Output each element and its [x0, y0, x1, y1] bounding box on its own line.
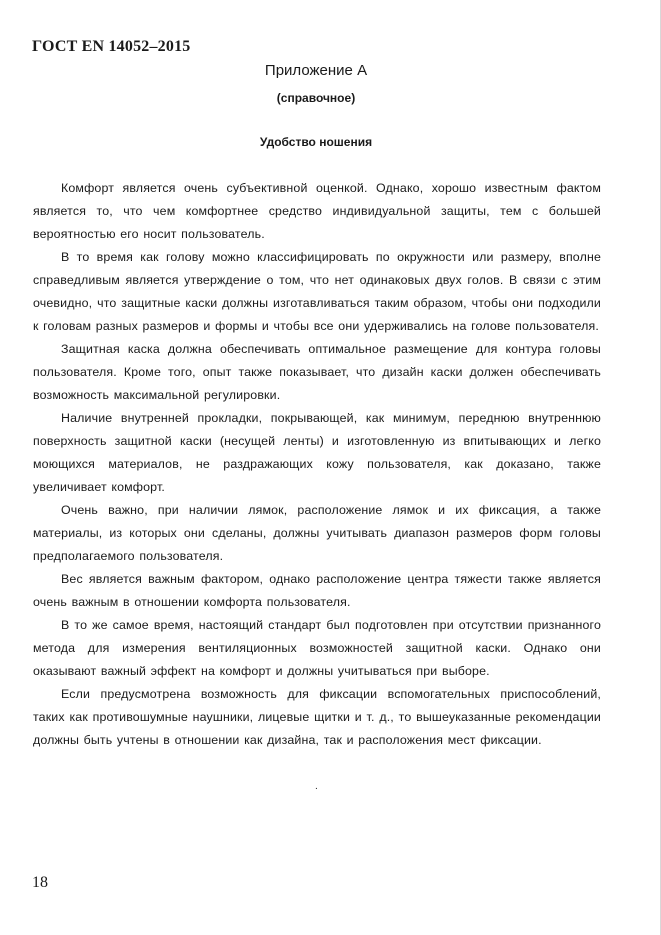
paragraph: Комфорт является очень субъективной оценкой. Однако, хорошо известным фактом является то, что чем комфортнее средство индивидуальной защиты, тем с большей вероятностью его носит пользователь.	[33, 181, 601, 241]
annex-title-text: Приложение А	[264, 62, 368, 79]
stray-mark: .	[315, 781, 318, 792]
paragraph: Защитная каска должна обеспечивать оптимальное размещение для контура головы пользователя. Кроме того, опыт также показывает, что дизайн каски должен обеспечивать возможность максимальной регулировки.	[33, 342, 601, 402]
section-heading	[0, 135, 660, 149]
paragraph: В то же самое время, настоящий стандарт был подготовлен при отсутствии признанного метода для измерения вентиляционных возможностей защитной каски. Однако они оказывают важный эффект на комфорт и должны учитываться при выборе.	[33, 618, 601, 678]
document-code: ГОСТ EN 14052–2015	[32, 38, 191, 55]
paragraph: Если предусмотрена возможность для фиксации вспомогательных приспособлений, таких как противошумные наушники, лицевые щитки и т. д., то вышеуказанные рекомендации должны быть учтены в отношении как дизайна, так и расположения мест фиксации.	[33, 687, 601, 747]
body-text	[33, 177, 601, 752]
paragraph: В то время как голову можно классифицировать по окружности или размеру, вполне справедливым является утверждение о том, что нет одинаковых двух голов. В связи с этим очевидно, что защитные каски должны изготавливаться таким образом, чтобы они подходили к головам разных размеров и формы и чтобы все они удерживались на голове пользователя.	[33, 250, 601, 333]
paragraph: Очень важно, при наличии лямок, расположение лямок и их фиксация, а также материалы, из которых они сделаны, должны учитывать диапазон размеров форм головы предполагаемого пользователя.	[33, 503, 601, 563]
annex-note	[0, 91, 660, 105]
section-heading-text: Удобство ношения	[259, 135, 373, 149]
paragraph: Наличие внутренней прокладки, покрывающей, как минимум, переднюю внутреннюю поверхность защитной каски (несущей ленты) и изготовленную из впитывающих и легко моющихся материалов, не раздражающих кожу пользователя, как доказано, также увеличивает комфорт.	[33, 411, 601, 494]
annex-title	[0, 62, 660, 79]
paragraph: Вес является важным фактором, однако расположение центра тяжести также является очень важным в отношении комфорта пользователя.	[33, 572, 601, 609]
annex-note-text: (справочное)	[276, 91, 356, 105]
page-number: 18	[32, 874, 48, 891]
